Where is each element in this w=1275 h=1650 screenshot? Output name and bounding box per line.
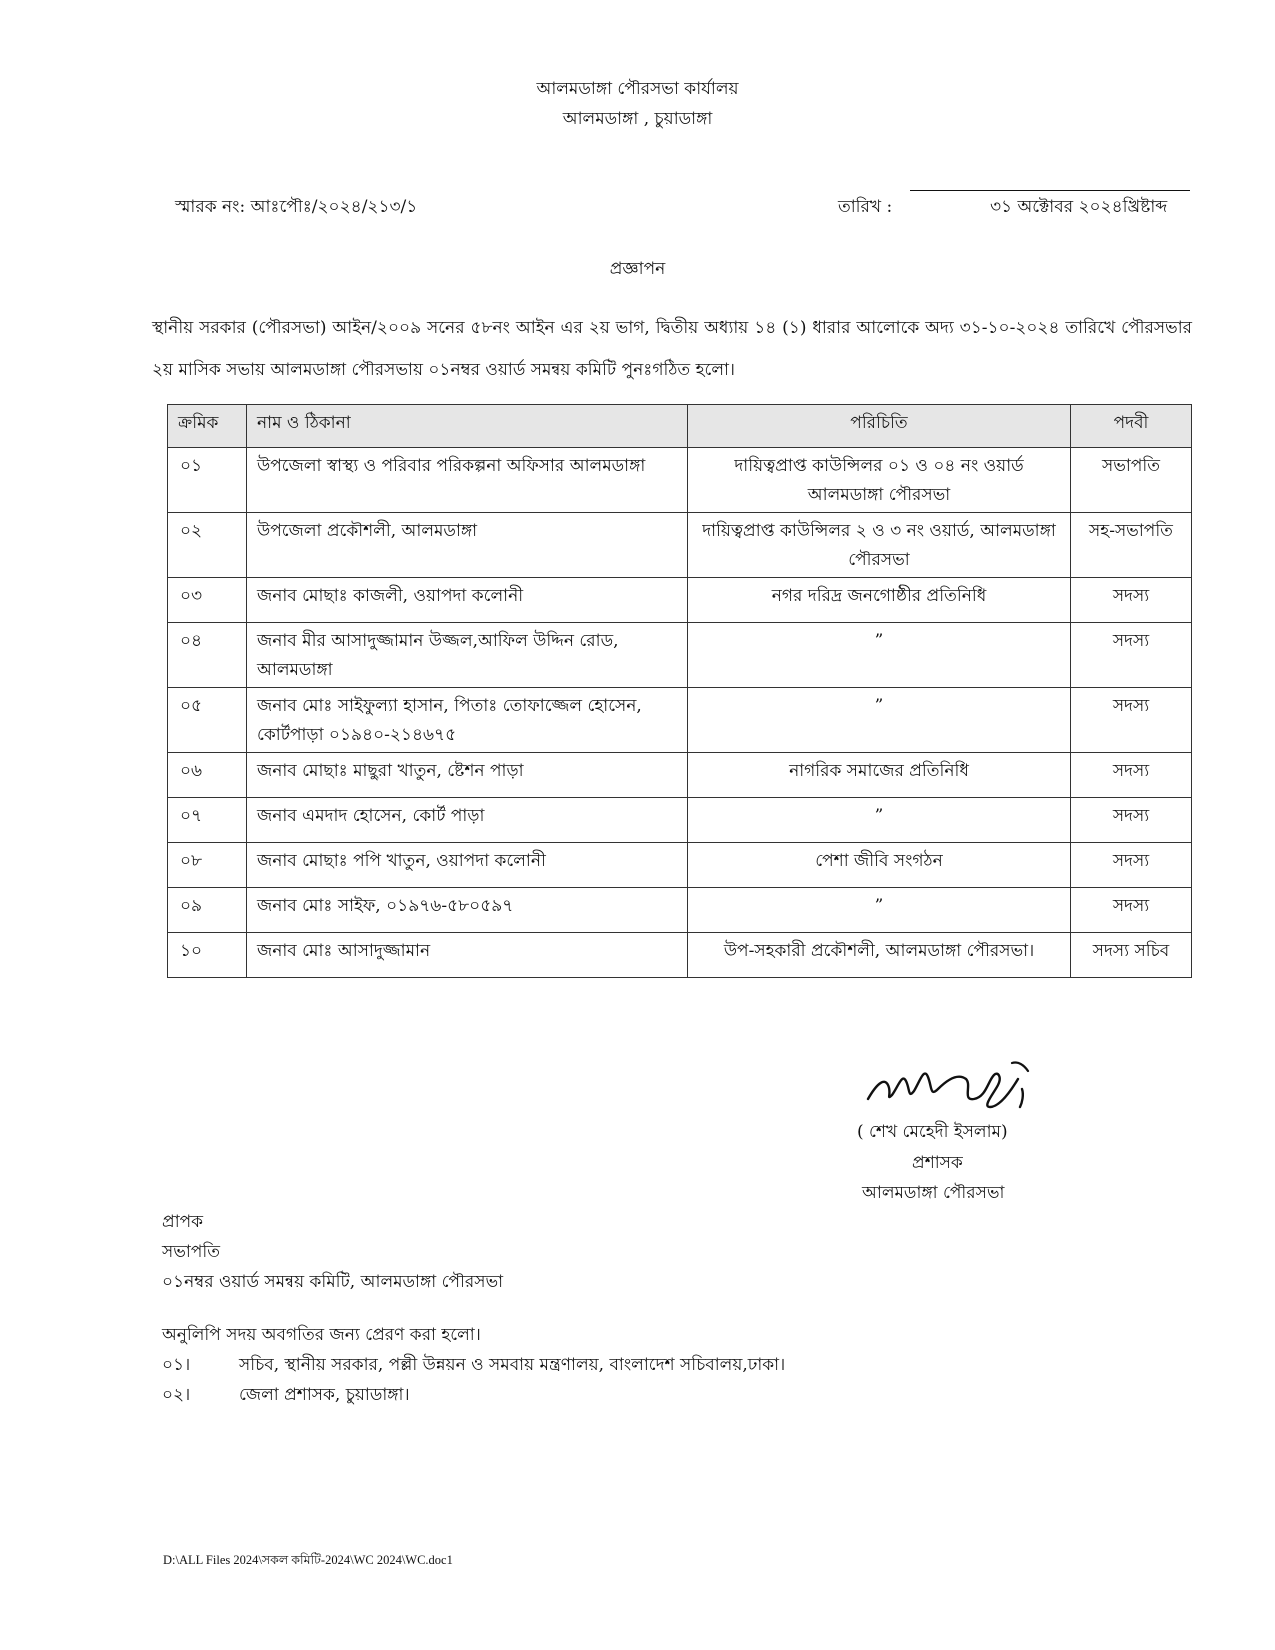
table-row	[168, 798, 1192, 843]
handwritten-signature	[862, 1055, 1052, 1115]
date-label: তারিখ :	[838, 197, 893, 217]
row-serial: ০১	[168, 448, 247, 513]
row-serial: ০৭	[168, 798, 247, 843]
committee-table	[167, 404, 1192, 978]
header-name-address: নাম ও ঠিকানা	[247, 405, 688, 448]
row-identity: পেশা জীবি সংগঠন	[688, 843, 1071, 888]
copy-item	[162, 1380, 785, 1410]
copy-intro: অনুলিপি সদয় অবগতির জন্য প্রেরণ করা হলো।	[162, 1325, 481, 1345]
row-name: জনাব এমদাদ হোসেন, কোর্ট পাড়া	[247, 798, 688, 843]
row-designation: সদস্য	[1071, 688, 1192, 753]
copy-block	[162, 1320, 785, 1410]
table-row	[168, 623, 1192, 688]
copy-item-text: জেলা প্রশাসক, চুয়াডাঙ্গা।	[239, 1385, 410, 1405]
copy-item-number: ০২।	[162, 1385, 191, 1405]
row-serial: ০৩	[168, 578, 247, 623]
row-name: জনাব মোঃ আসাদুজ্জামান	[247, 933, 688, 978]
row-serial: ০৯	[168, 888, 247, 933]
row-serial: ০৮	[168, 843, 247, 888]
row-serial: ১০	[168, 933, 247, 978]
row-identity: নাগরিক সমাজের প্রতিনিধি	[688, 753, 1071, 798]
memo-number: স্মারক নং: আঃপৌঃ/২০২৪/২১৩/১	[175, 197, 418, 217]
table-row	[168, 933, 1192, 978]
row-identity: দায়িত্বপ্রাপ্ত কাউন্সিলর ২ ও ৩ নং ওয়ার্ড, আলমডাঙ্গা পৌরসভা	[688, 513, 1071, 578]
row-identity: উপ-সহকারী প্রকৌশলী, আলমডাঙ্গা পৌরসভা।	[688, 933, 1071, 978]
row-name: জনাব মোছাঃ মাছুরা খাতুন, ষ্টেশন পাড়া	[247, 753, 688, 798]
row-name: জনাব মোছাঃ পপি খাতুন, ওয়াপদা কলোনী	[247, 843, 688, 888]
date-value: ৩১ অক্টোবর ২০২৪খ্রিষ্টাব্দ	[990, 197, 1168, 217]
recipient-block	[162, 1207, 503, 1297]
date-underline	[910, 190, 1190, 191]
intro-paragraph: স্থানীয় সরকার (পৌরসভা) আইন/২০০৯ সনের ৫৮নং আইন এর ২য় ভাগ, দ্বিতীয় অধ্যায় ১৪ (১) ধারার আলোকে অদ্য ৩১-১০-২০২৪ তারিখে পৌরসভার ২য় মাসিক সভায় আলমডাঙ্গা পৌরসভায় ০১নম্বর ওয়ার্ড সমন্বয় কমিটি পুনঃগঠিত হলো।	[152, 318, 1192, 380]
table-row	[168, 513, 1192, 578]
row-name: জনাব মীর আসাদুজ্জামান উজ্জল,আফিল উদ্দিন রোড, আলমডাঙ্গা	[247, 623, 688, 688]
row-designation: সদস্য	[1071, 798, 1192, 843]
row-designation: সদস্য	[1071, 843, 1192, 888]
row-serial: ০৪	[168, 623, 247, 688]
table-row	[168, 578, 1192, 623]
copy-item	[162, 1350, 785, 1380]
table-row	[168, 688, 1192, 753]
header-identity: পরিচিতি	[688, 405, 1071, 448]
row-serial: ০২	[168, 513, 247, 578]
header-designation: পদবী	[1071, 405, 1192, 448]
signatory-name: ( শেখ মেহেদী ইসলাম)	[857, 1122, 1008, 1142]
table-row	[168, 843, 1192, 888]
recipient-designation: সভাপতি	[162, 1242, 220, 1262]
office-location: আলমডাঙ্গা , চুয়াডাঙ্গা	[562, 109, 713, 129]
copy-item-text: সচিব, স্থানীয় সরকার, পল্লী উন্নয়ন ও সমবায় মন্ত্রণালয়, বাংলাদেশ সচিবালয়,ঢাকা।	[239, 1355, 786, 1375]
header-serial: ক্রমিক	[168, 405, 247, 448]
row-designation: সদস্য	[1071, 753, 1192, 798]
table-row	[168, 448, 1192, 513]
file-path-footer: D:\ALL Files 2024\সকল কমিটি-2024\WC 2024\WC.doc1	[163, 1553, 453, 1567]
notice-title: প্রজ্ঞাপন	[609, 259, 666, 279]
office-name: আলমডাঙ্গা পৌরসভা কার্যালয়	[536, 79, 739, 99]
row-name: জনাব মোঃ সাইফ, ০১৯৭৬-৫৮০৫৯৭	[247, 888, 688, 933]
row-identity: ”	[688, 623, 1071, 688]
row-identity: নগর দরিদ্র জনগোষ্ঠীর প্রতিনিধি	[688, 578, 1071, 623]
table-row	[168, 888, 1192, 933]
signatory-organization: আলমডাঙ্গা পৌরসভা	[862, 1183, 1005, 1203]
row-identity: ”	[688, 688, 1071, 753]
row-name: উপজেলা প্রকৌশলী, আলমডাঙ্গা	[247, 513, 688, 578]
row-identity: ”	[688, 888, 1071, 933]
row-serial: ০৬	[168, 753, 247, 798]
table-row	[168, 753, 1192, 798]
row-serial: ০৫	[168, 688, 247, 753]
row-identity: দায়িত্বপ্রাপ্ত কাউন্সিলর ০১ ও ০৪ নং ওয়ার্ড আলমডাঙ্গা পৌরসভা	[688, 448, 1071, 513]
row-designation: সহ-সভাপতি	[1071, 513, 1192, 578]
table-header-row	[168, 405, 1192, 448]
row-name: জনাব মোঃ সাইফুল্যা হাসান, পিতাঃ তোফাজ্জেল হোসেন, কোর্টপাড়া ০১৯৪০-২১৪৬৭৫	[247, 688, 688, 753]
signatory-title: প্রশাসক	[912, 1153, 963, 1173]
recipient-label: প্রাপক	[162, 1212, 204, 1232]
row-designation: সদস্য সচিব	[1071, 933, 1192, 978]
row-designation: সদস্য	[1071, 623, 1192, 688]
row-designation: সদস্য	[1071, 578, 1192, 623]
row-name: জনাব মোছাঃ কাজলী, ওয়াপদা কলোনী	[247, 578, 688, 623]
row-designation: সভাপতি	[1071, 448, 1192, 513]
row-identity: ”	[688, 798, 1071, 843]
copy-item-number: ০১।	[162, 1355, 191, 1375]
row-name: উপজেলা স্বাস্থ্য ও পরিবার পরিকল্পনা অফিসার আলমডাঙ্গা	[247, 448, 688, 513]
row-designation: সদস্য	[1071, 888, 1192, 933]
recipient-body: ০১নম্বর ওয়ার্ড সমন্বয় কমিটি, আলমডাঙ্গা পৌরসভা	[162, 1272, 504, 1292]
